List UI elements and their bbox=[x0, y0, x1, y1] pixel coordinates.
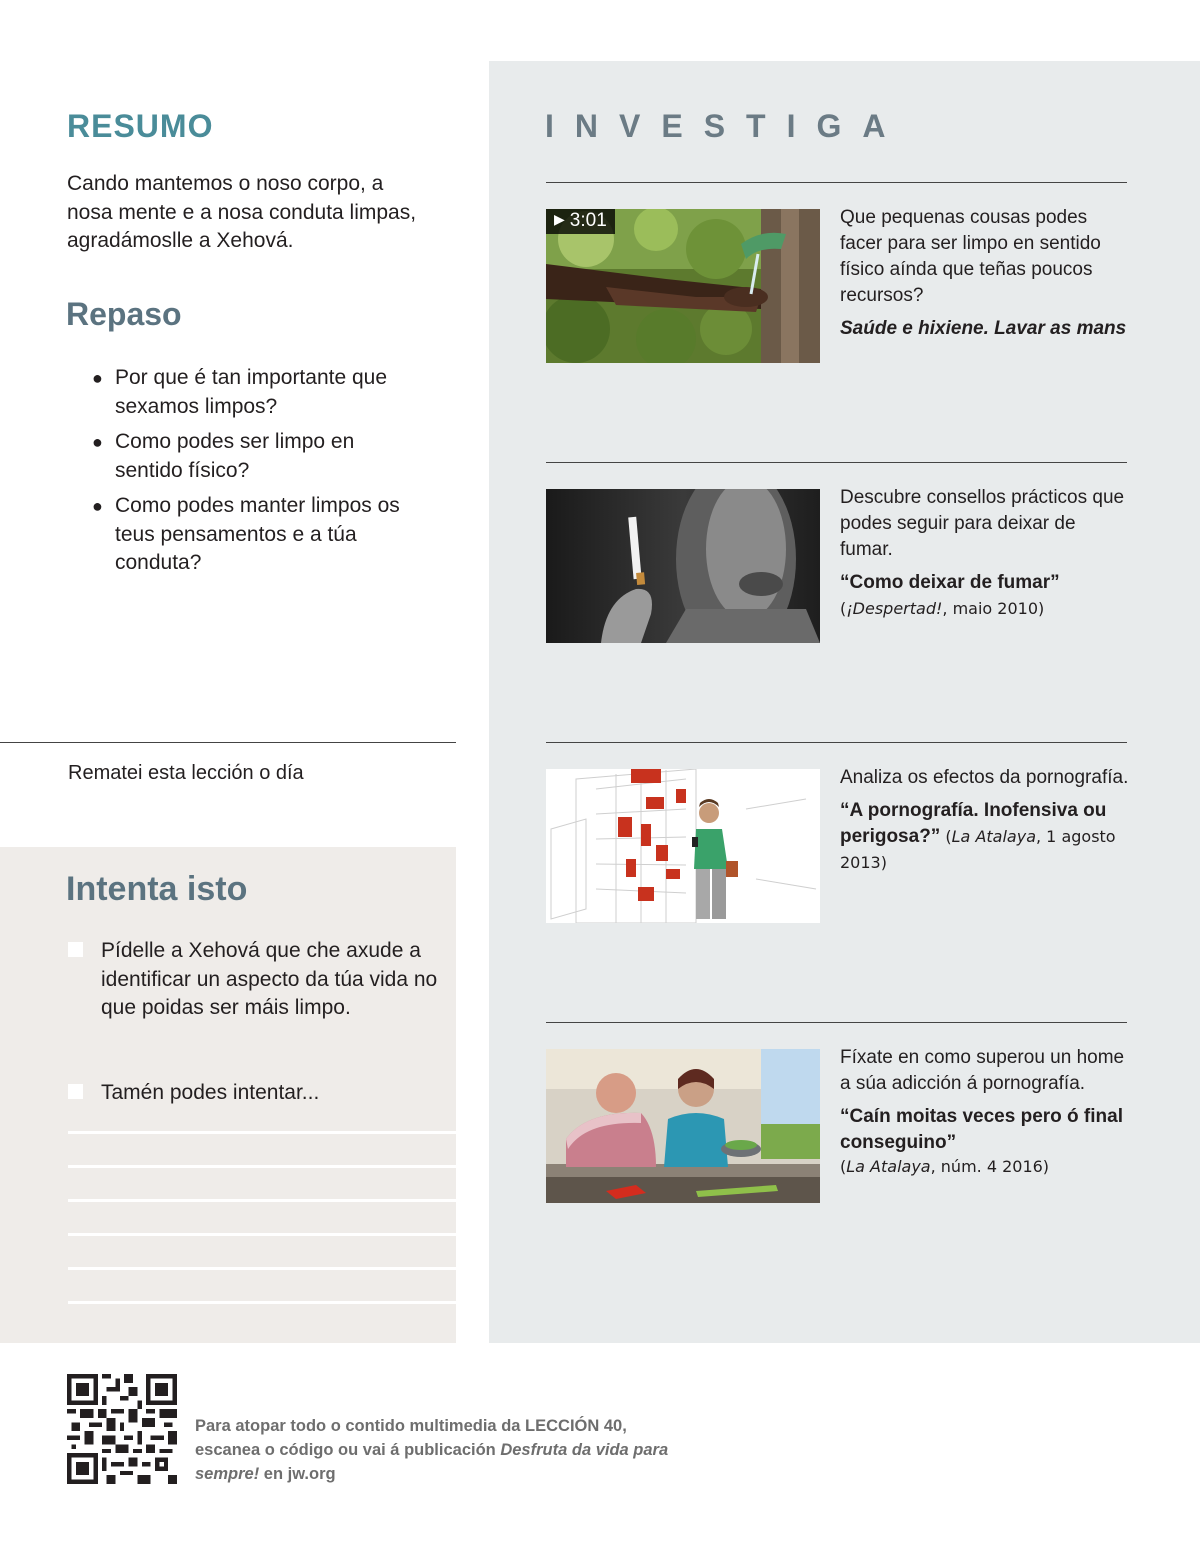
bullet-icon: ● bbox=[92, 368, 103, 388]
bullet-icon: ● bbox=[92, 432, 103, 452]
review-question bbox=[92, 492, 412, 578]
man-holding-cigarette-photo bbox=[546, 489, 820, 643]
article-thumbnail[interactable] bbox=[546, 1049, 820, 1203]
entry-description: Descubre consellos prácticos que podes seguir para deixar de fumar. bbox=[840, 487, 1125, 560]
divider bbox=[546, 182, 1127, 183]
entry-link-title[interactable]: Saúde e hixiene. Lavar as mans bbox=[840, 318, 1127, 339]
entry-link-title[interactable]: “Caín moitas veces pero ó final conseguino” bbox=[840, 1106, 1123, 1153]
summary-text: Cando mantemos o noso corpo, a nosa mente e a nosa conduta limpas, agradámoslle a Xehová. bbox=[67, 172, 417, 252]
qr-code-icon[interactable] bbox=[67, 1374, 177, 1484]
footer-text: Para atopar todo o contido multimedia da LECCIÓN 40, escanea o código ou vai á publicación bbox=[195, 1417, 627, 1459]
writing-line[interactable] bbox=[68, 1233, 456, 1236]
entry-source bbox=[840, 1154, 1130, 1180]
try-this-heading: Intenta isto bbox=[66, 870, 248, 908]
source-publication: La Atalaya bbox=[951, 827, 1036, 846]
research-entry bbox=[840, 1045, 1130, 1180]
review-question-text: Por que é tan importante que sexamos limpos? bbox=[115, 366, 388, 418]
entry-link-title[interactable]: “Como deixar de fumar” bbox=[840, 572, 1060, 593]
try-item bbox=[68, 1079, 438, 1108]
man-with-phone-illustration bbox=[546, 769, 820, 923]
article-thumbnail[interactable] bbox=[546, 769, 820, 923]
bullet-icon: ● bbox=[92, 496, 103, 516]
article-thumbnail[interactable] bbox=[546, 489, 820, 643]
source-publication: ¡Despertad! bbox=[846, 599, 943, 618]
review-heading: Repaso bbox=[66, 296, 182, 332]
try-item-text: Tamén podes intentar... bbox=[101, 1081, 320, 1104]
entry-link[interactable] bbox=[840, 798, 1130, 876]
writing-line[interactable] bbox=[68, 1301, 456, 1304]
research-heading: INVESTIGA bbox=[545, 108, 907, 144]
writing-line[interactable] bbox=[68, 1199, 456, 1202]
checkbox-icon[interactable] bbox=[68, 1084, 83, 1099]
completed-date-label: Rematei esta lección o día bbox=[68, 762, 304, 784]
video-thumbnail[interactable] bbox=[546, 209, 820, 363]
source-paren: ( bbox=[840, 599, 847, 618]
review-question bbox=[92, 428, 412, 485]
source-date: , núm. 4 2016) bbox=[930, 1157, 1050, 1176]
entry-link-title[interactable]: “A pornografía. Inofensiva ou perigosa?” bbox=[840, 800, 1107, 847]
video-duration-badge bbox=[546, 209, 615, 234]
review-question bbox=[92, 364, 412, 421]
source-date: , maio 2010) bbox=[942, 599, 1045, 618]
completed-date-line[interactable] bbox=[0, 742, 456, 743]
footer-publication[interactable]: Desfruta da vida para sempre! bbox=[195, 1441, 669, 1483]
writing-line[interactable] bbox=[68, 1131, 456, 1134]
checkbox-icon[interactable] bbox=[68, 942, 83, 957]
divider bbox=[546, 1022, 1127, 1023]
try-item-text: Pídelle a Xehová que che axude a identificar un aspecto da túa vida no que poidas ser máis limpo. bbox=[101, 939, 438, 1019]
writing-line[interactable] bbox=[68, 1165, 456, 1168]
source-paren: ( bbox=[840, 1157, 847, 1176]
entry-source bbox=[840, 596, 1130, 622]
research-entry bbox=[840, 485, 1130, 622]
try-item bbox=[68, 937, 438, 1023]
entry-description: Que pequenas cousas podes facer para ser limpo en sentido físico aínda que teñas poucos recursos? bbox=[840, 207, 1101, 306]
footer-note bbox=[195, 1414, 675, 1486]
writing-line[interactable] bbox=[68, 1267, 456, 1270]
source-paren: ( bbox=[940, 827, 952, 846]
summary-heading: RESUMO bbox=[67, 108, 214, 144]
research-entry bbox=[840, 205, 1130, 342]
review-questions bbox=[92, 364, 412, 585]
play-icon: ▶ bbox=[554, 211, 565, 227]
entry-description: Analiza os efectos da pornografía. bbox=[840, 767, 1129, 788]
review-question-text: Como podes manter limpos os teus pensamentos e a túa conduta? bbox=[115, 494, 400, 574]
entry-description: Fíxate en como superou un home a súa adicción á pornografía. bbox=[840, 1047, 1125, 1094]
research-entry bbox=[840, 765, 1130, 876]
source-date: , 1 agosto 2013) bbox=[840, 827, 1116, 872]
source-publication: La Atalaya bbox=[846, 1157, 931, 1176]
divider bbox=[546, 462, 1127, 463]
divider bbox=[546, 742, 1127, 743]
footer-site: en jw.org bbox=[259, 1465, 336, 1483]
couple-cooking-photo bbox=[546, 1049, 820, 1203]
review-question-text: Como podes ser limpo en sentido físico? bbox=[115, 430, 355, 482]
video-duration: 3:01 bbox=[569, 210, 607, 231]
